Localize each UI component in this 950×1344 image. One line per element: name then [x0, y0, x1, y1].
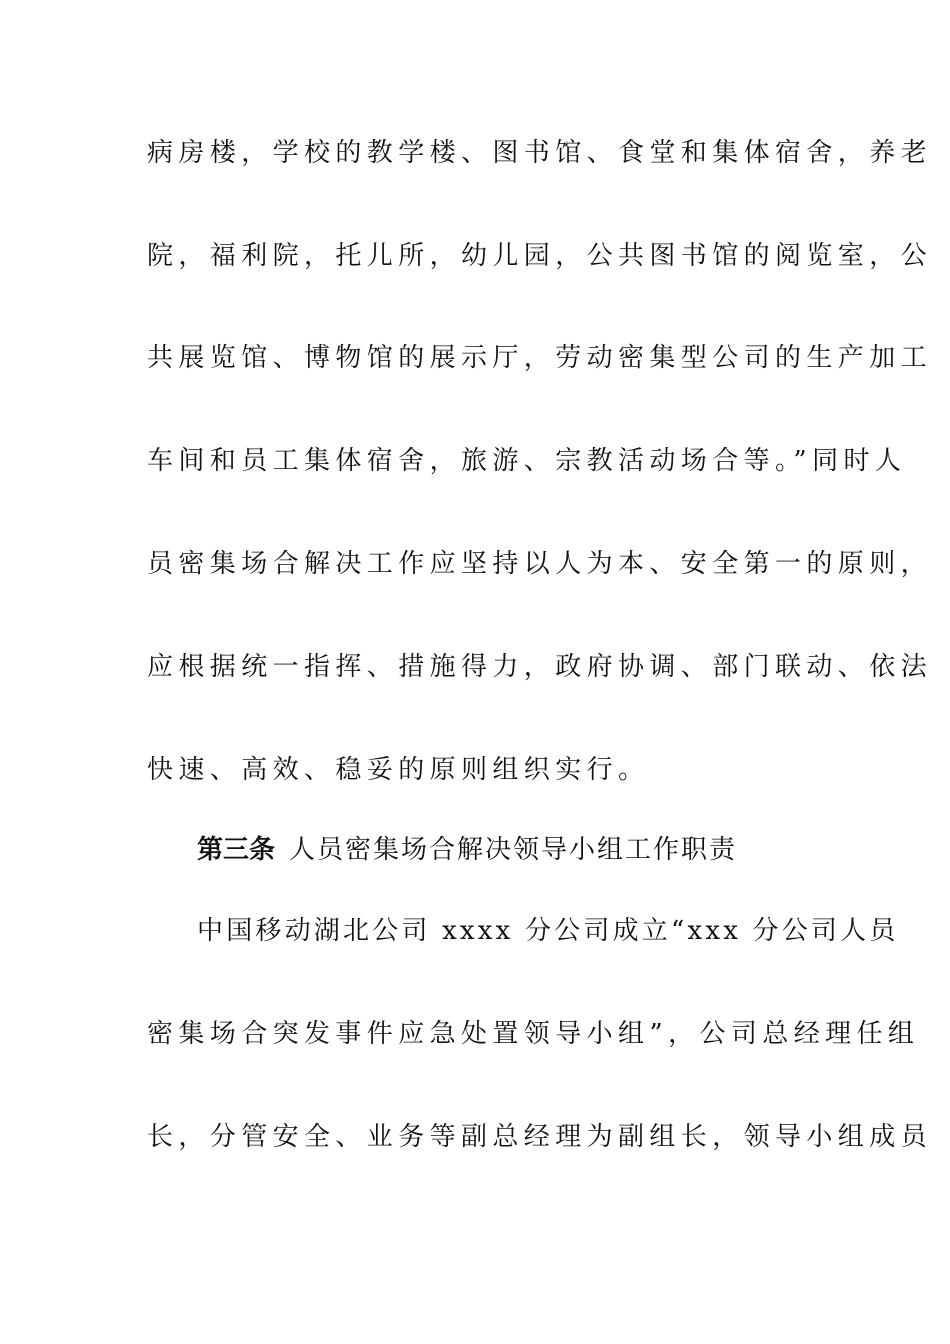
paragraph-line: 病房楼，学校的教学楼、图书馆、食堂和集体宿舍，养老 — [147, 138, 933, 168]
article-number: 第三条 — [197, 835, 276, 865]
paragraph-line: 应根据统一指挥、措施得力，政府协调、部门联动、依法 — [147, 652, 933, 682]
paragraph-line: 员密集场合解决工作应坚持以人为本、安全第一的原则， — [147, 549, 933, 579]
section-title: 人员密集场合解决领导小组工作职责 — [289, 835, 738, 865]
paragraph-line: 院，福利院，托儿所，幼儿园，公共图书馆的阅览室，公 — [147, 241, 933, 271]
paragraph-line: 中国移动湖北公司 xxxx 分公司成立“xxx 分公司人员 — [197, 916, 899, 946]
paragraph-line: 共展览馆、博物馆的展示厅，劳动密集型公司的生产加工 — [147, 343, 933, 373]
paragraph-line: 车间和员工集体宿舍，旅游、宗教活动场合等。”同时人 — [147, 446, 907, 476]
paragraph-line: 长，分管安全、业务等副总经理为副组长，领导小组成员 — [147, 1122, 933, 1152]
section-heading — [197, 834, 807, 866]
paragraph-line: 密集场合突发事件应急处置领导小组”，公司总经理任组 — [147, 1019, 920, 1049]
paragraph-line: 快速、高效、稳妥的原则组织实行。 — [147, 755, 650, 785]
